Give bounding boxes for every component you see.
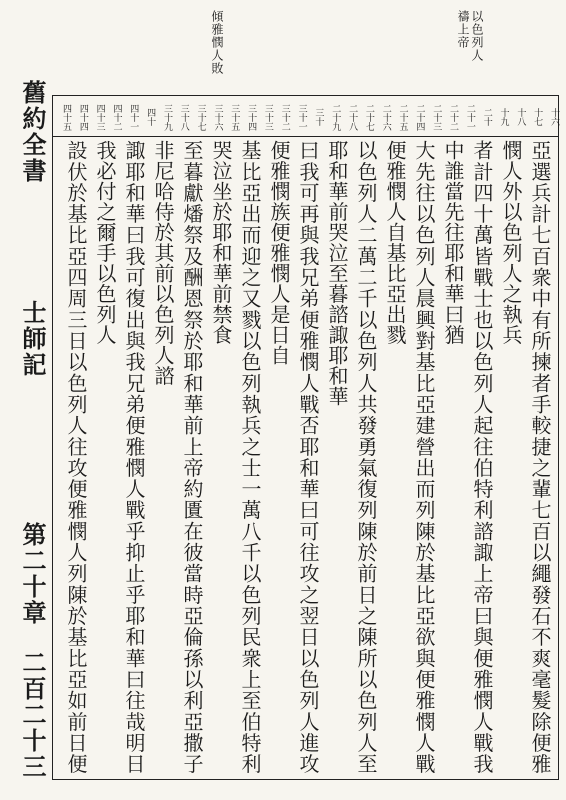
verse-number: 二十五 xyxy=(397,103,408,131)
verse-number: 二十八 xyxy=(347,103,358,131)
verse-number-strip xyxy=(53,97,558,135)
text-column: 者計四十萬皆戰士也以色列人起往伯特利諮諏上帝曰與便雅憫人戰我中誰當先往耶和華曰猶 xyxy=(441,140,494,774)
text-column: 曰我可再與我兄弟便雅憫人戰否耶和華曰可往攻之翌日以色列人進攻便雅憫族便雅憫人是日自 xyxy=(267,140,320,774)
verse-number: 二十六 xyxy=(380,103,391,131)
text-column: 設伏於基比亞四周三日以色列人往攻便雅憫人列陳於基比亞如前日便 xyxy=(64,140,88,774)
verse-number: 四十一 xyxy=(128,103,139,131)
verse-number: 三十二 xyxy=(279,103,290,131)
verse-number: 二十三 xyxy=(431,103,442,131)
text-column: 亞選兵計七百衆中有所揀者手較捷之輩七百以繩發石不爽毫髮除便雅憫人外以色列人之執兵 xyxy=(499,140,552,774)
section-title: 士師記 xyxy=(18,300,47,378)
verse-number: 二十二 xyxy=(448,103,459,131)
verse-number: 三十八 xyxy=(178,103,189,131)
margin-note-top-right-1: 以色列人 xyxy=(470,10,484,62)
verse-number: 十九 xyxy=(498,108,509,126)
verse-number: 十七 xyxy=(532,108,543,126)
verse-number: 四十二 xyxy=(111,103,122,131)
verse-number: 三十六 xyxy=(212,103,223,131)
verse-number: 三十九 xyxy=(161,103,172,131)
scripture-text xyxy=(58,140,554,774)
verse-number: 四十五 xyxy=(60,103,71,131)
verse-number: 十八 xyxy=(515,108,526,126)
verse-number: 三十一 xyxy=(296,103,307,131)
verse-number: 四十三 xyxy=(94,103,105,131)
margin-note-top-center: 傾雅憫人敗 xyxy=(210,10,224,75)
book-title: 舊約全書 xyxy=(18,80,47,184)
verse-number: 二十七 xyxy=(363,103,374,131)
chapter-title: 第二十章 xyxy=(18,522,47,626)
text-column: 大先往以色列人晨興對基比亞建營出而列陳於基比亞欲與便雅憫人戰便雅憫人自基比亞出戮 xyxy=(383,140,436,774)
margin-note-top-right-2: 禱上帝 xyxy=(456,10,470,49)
verse-number: 二十 xyxy=(481,108,492,126)
verse-number: 三十 xyxy=(313,108,324,126)
verse-number: 二十一 xyxy=(464,103,475,131)
text-column: 諏耶和華曰我可復出與我兄弟便雅憫人戰乎抑止乎耶和華曰往哉明日我必付之爾手以色列人 xyxy=(93,140,146,774)
verse-number: 二十四 xyxy=(414,103,425,131)
verse-number: 四十 xyxy=(145,108,156,126)
verse-number: 三十三 xyxy=(262,103,273,131)
verse-number: 二十九 xyxy=(330,103,341,131)
verse-number: 十六 xyxy=(549,108,559,126)
verse-number: 四十四 xyxy=(77,103,88,131)
page-number: 二百二十三 xyxy=(18,650,47,780)
text-column: 基比亞出而迎之又戮以色列執兵之士一萬八千以色列民衆上至伯特利哭泣坐於耶和華前禁食 xyxy=(209,140,262,774)
verse-number: 三十四 xyxy=(246,103,257,131)
verse-number: 三十五 xyxy=(229,103,240,131)
verse-number: 三十七 xyxy=(195,103,206,131)
text-column: 至暮獻燔祭及酬恩祭於耶和華前上帝約匱在彼當時亞倫孫以利亞撒子非尼哈侍於其前以色列人諮 xyxy=(151,140,204,774)
text-column: 以色列人二萬二千以色列人共發勇氣復列陳於前日之陳所以色列人至耶和華前哭泣至暮諮諏耶和華 xyxy=(325,140,378,774)
